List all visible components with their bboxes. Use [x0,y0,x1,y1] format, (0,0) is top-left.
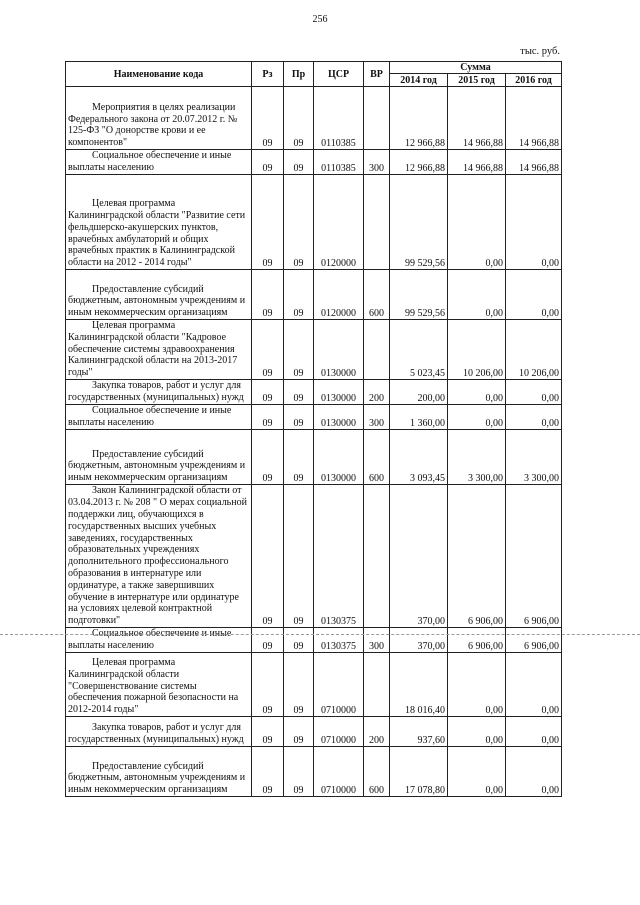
row-2015-cell: 3 300,00 [448,429,506,484]
header-pr: Пр [284,62,314,87]
row-csr-cell: 0130375 [314,627,364,652]
row-2014-cell: 5 023,45 [390,320,448,380]
row-name-cell [66,627,252,652]
row-rz-cell: 09 [252,379,284,404]
row-2016-cell: 0,00 [506,270,562,320]
row-pr-cell: 09 [284,484,314,627]
table-row [66,484,562,627]
table-row [66,87,562,150]
header-2015: 2015 год [448,74,506,87]
row-vr-cell: 600 [364,270,390,320]
row-name-cell [66,716,252,746]
row-rz-cell: 09 [252,150,284,175]
row-pr-cell: 09 [284,150,314,175]
row-name-cell [66,320,252,380]
row-name-text: Предоставление субсидий бюджетным, автономным учреждениям и иным некоммерческим организациям [68,448,246,484]
row-2016-cell: 0,00 [506,404,562,429]
table-row [66,320,562,380]
page-number: 256 [312,14,328,25]
row-2015-cell: 0,00 [448,746,506,796]
row-2014-cell: 12 966,88 [390,87,448,150]
row-2015-cell: 6 906,00 [448,627,506,652]
row-rz-cell: 09 [252,429,284,484]
row-2014-cell: 18 016,40 [390,652,448,716]
row-csr-cell: 0130000 [314,404,364,429]
row-2015-cell: 14 966,88 [448,150,506,175]
row-vr-cell [364,87,390,150]
header-name: Наименование кода [66,62,252,87]
row-csr-cell: 0110385 [314,87,364,150]
table-row [66,746,562,796]
row-vr-cell [364,320,390,380]
row-name-text: Мероприятия в целях реализации Федерального закона от 20.07.2012 г. № 125-ФЗ "О донорстве крови и ее компонентов" [68,101,238,149]
row-csr-cell: 0120000 [314,175,364,270]
table-row [66,270,562,320]
row-rz-cell: 09 [252,87,284,150]
row-name-text: Закупка товаров, работ и услуг для государственных (муниципальных) нужд [68,722,244,746]
row-rz-cell: 09 [252,270,284,320]
units-label: тыс. руб. [520,46,560,57]
row-2015-cell: 0,00 [448,379,506,404]
row-2014-cell: 370,00 [390,627,448,652]
row-name-text: Закон Калининградской области от 03.04.2013 г. № 208 " О мерах социальной поддержки лиц, обучающихся в государственных высших учебных заведениях, государственных образовательных учреждениях дополнительного профессионального образования в интернатуре или ординатуре, а также завершивших обучение в интернатуре или ординатуре на условиях целевой контрактной подготовки" [68,485,247,627]
row-name-text: Социальное обеспечение и иные выплаты населению [68,628,232,652]
row-name-cell [66,746,252,796]
header-2014: 2014 год [390,74,448,87]
row-csr-cell: 0710000 [314,716,364,746]
row-2016-cell: 10 206,00 [506,320,562,380]
row-name-cell [66,652,252,716]
row-2014-cell: 937,60 [390,716,448,746]
table-row [66,175,562,270]
row-pr-cell: 09 [284,627,314,652]
row-name-cell [66,404,252,429]
row-name-text: Социальное обеспечение и иные выплаты населению [68,405,232,429]
row-name-text: Закупка товаров, работ и услуг для государственных (муниципальных) нужд [68,380,244,404]
row-name-cell [66,270,252,320]
row-name-text: Социальное обеспечение и иные выплаты населению [68,150,232,174]
row-2014-cell: 12 966,88 [390,150,448,175]
row-pr-cell: 09 [284,429,314,484]
table-row [66,716,562,746]
row-csr-cell: 0130000 [314,320,364,380]
header-sum: Сумма [390,62,562,74]
row-csr-cell: 0710000 [314,746,364,796]
row-pr-cell: 09 [284,175,314,270]
row-name-text: Предоставление субсидий бюджетным, автономным учреждениям и иным некоммерческим организациям [68,283,246,319]
row-rz-cell: 09 [252,627,284,652]
row-2014-cell: 1 360,00 [390,404,448,429]
row-csr-cell: 0710000 [314,652,364,716]
budget-table [65,61,562,797]
row-csr-cell: 0130375 [314,484,364,627]
row-name-cell [66,87,252,150]
row-vr-cell: 300 [364,404,390,429]
row-2015-cell: 0,00 [448,404,506,429]
row-vr-cell: 200 [364,716,390,746]
row-pr-cell: 09 [284,379,314,404]
row-name-text: Целевая программа Калининградской области "Кадровое обеспечение системы здравоохранения Калининградской области на 2013-2017 годы" [68,320,238,379]
row-rz-cell: 09 [252,716,284,746]
header-rz: Рз [252,62,284,87]
table-row [66,429,562,484]
row-pr-cell: 09 [284,87,314,150]
row-2016-cell: 0,00 [506,746,562,796]
row-2016-cell: 0,00 [506,379,562,404]
row-name-text: Целевая программа Калининградской области "Совершенствование системы обеспечения пожарной безопасности на 2012-2014 годы" [68,657,239,716]
row-rz-cell: 09 [252,746,284,796]
row-2016-cell: 6 906,00 [506,627,562,652]
row-2015-cell: 0,00 [448,270,506,320]
row-name-text: Предоставление субсидий бюджетным, автономным учреждениям и иным некоммерческим организациям [68,760,246,796]
table-row [66,627,562,652]
row-csr-cell: 0110385 [314,150,364,175]
row-2016-cell: 3 300,00 [506,429,562,484]
row-2014-cell: 17 078,80 [390,746,448,796]
row-vr-cell: 200 [364,379,390,404]
table-row [66,652,562,716]
row-vr-cell [364,652,390,716]
row-2015-cell: 14 966,88 [448,87,506,150]
row-2014-cell: 3 093,45 [390,429,448,484]
row-vr-cell: 300 [364,150,390,175]
row-2015-cell: 0,00 [448,716,506,746]
row-pr-cell: 09 [284,320,314,380]
row-rz-cell: 09 [252,175,284,270]
row-2015-cell: 0,00 [448,652,506,716]
row-pr-cell: 09 [284,652,314,716]
row-2014-cell: 200,00 [390,379,448,404]
row-2016-cell: 14 966,88 [506,150,562,175]
row-csr-cell: 0120000 [314,270,364,320]
table-row [66,404,562,429]
row-name-cell [66,379,252,404]
table-row [66,150,562,175]
row-pr-cell: 09 [284,716,314,746]
row-name-cell [66,150,252,175]
row-2015-cell: 10 206,00 [448,320,506,380]
table-row [66,379,562,404]
scan-fold-line [0,634,640,635]
row-2014-cell: 99 529,56 [390,175,448,270]
row-pr-cell: 09 [284,404,314,429]
row-2014-cell: 370,00 [390,484,448,627]
row-vr-cell [364,175,390,270]
row-2015-cell: 0,00 [448,175,506,270]
row-2016-cell: 14 966,88 [506,87,562,150]
row-pr-cell: 09 [284,270,314,320]
row-name-text: Целевая программа Калининградской области "Развитие сети фельдшерско-акушерских пунктов, врачебных амбулаторий и общих врачебных практик в Калининградской области на 2012 - 2014 годы" [68,198,246,269]
row-2015-cell: 6 906,00 [448,484,506,627]
row-2016-cell: 0,00 [506,652,562,716]
row-2016-cell: 6 906,00 [506,484,562,627]
row-csr-cell: 0130000 [314,379,364,404]
row-vr-cell [364,484,390,627]
row-name-cell [66,175,252,270]
row-2014-cell: 99 529,56 [390,270,448,320]
row-2016-cell: 0,00 [506,175,562,270]
row-rz-cell: 09 [252,484,284,627]
row-rz-cell: 09 [252,404,284,429]
row-name-cell [66,429,252,484]
row-rz-cell: 09 [252,320,284,380]
row-vr-cell: 600 [364,746,390,796]
row-vr-cell: 300 [364,627,390,652]
row-2016-cell: 0,00 [506,716,562,746]
row-pr-cell: 09 [284,746,314,796]
row-rz-cell: 09 [252,652,284,716]
row-name-cell [66,484,252,627]
row-vr-cell: 600 [364,429,390,484]
header-vr: ВР [364,62,390,87]
header-csr: ЦСР [314,62,364,87]
header-2016: 2016 год [506,74,562,87]
row-csr-cell: 0130000 [314,429,364,484]
